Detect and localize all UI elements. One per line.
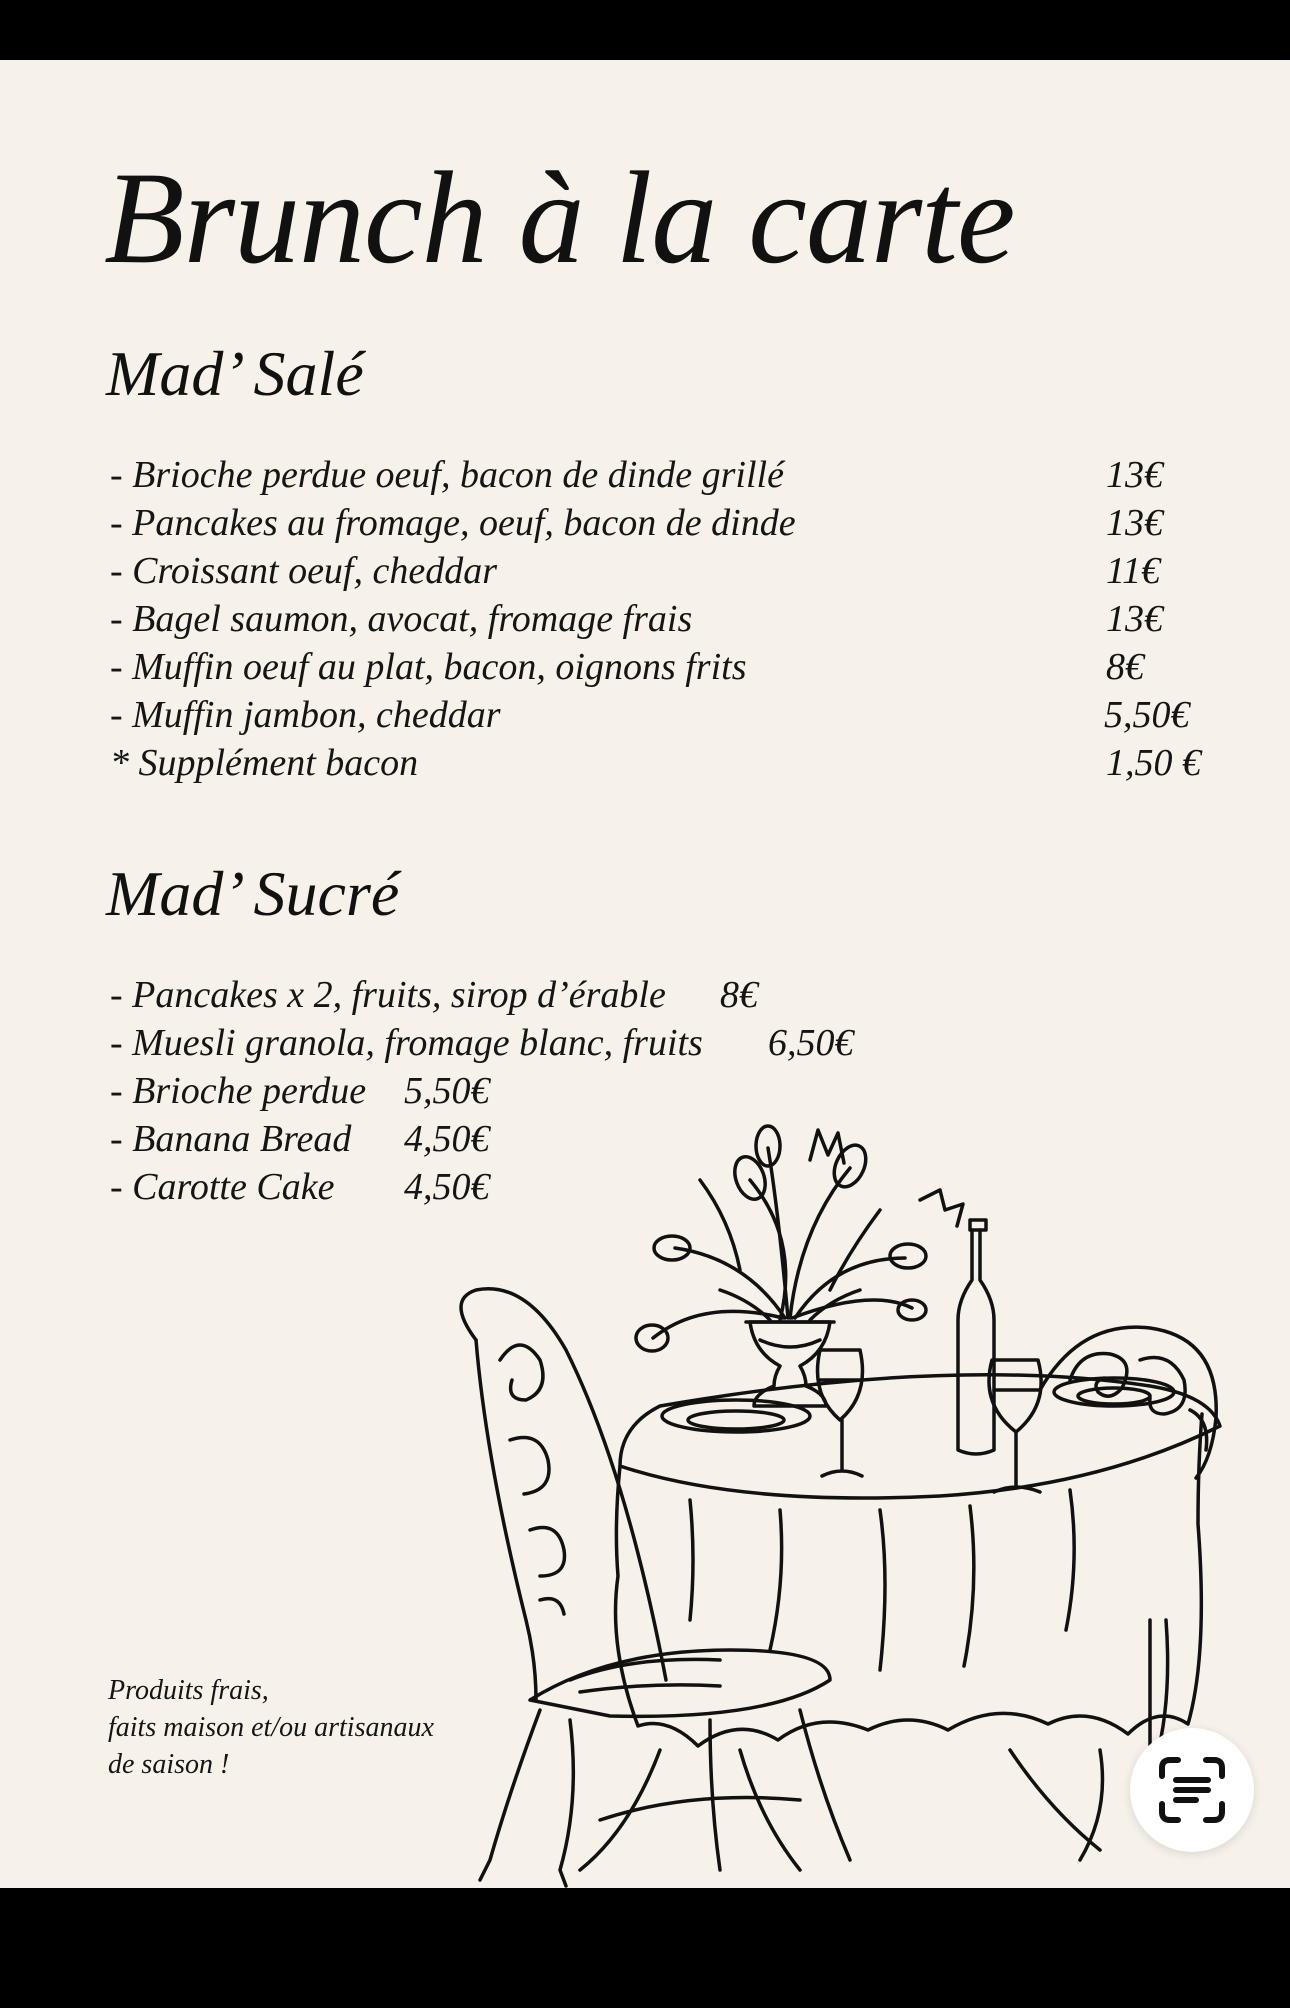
- menu-item: - Croissant oeuf, cheddar: [110, 550, 498, 592]
- menu-item: - Pancakes x 2, fruits, sirop d’érable: [110, 974, 666, 1016]
- live-text-button[interactable]: [1130, 1728, 1254, 1852]
- menu-image: [0, 60, 1290, 1888]
- wine-bottle-icon: [958, 1220, 994, 1454]
- top-letterbox: [0, 0, 1290, 60]
- bistro-chair: [461, 1289, 850, 1886]
- menu-item-price: 11€: [1106, 550, 1161, 592]
- menu-item-price: 13€: [1106, 454, 1163, 496]
- menu-item: - Pancakes au fromage, oeuf, bacon de dinde: [110, 502, 796, 544]
- menu-item-supplement: * Supplément bacon: [110, 742, 419, 784]
- section-title-sale: Mad’ Salé: [106, 338, 364, 409]
- menu-item-price: 5,50€: [404, 1070, 490, 1112]
- menu-title: Brunch à la carte: [104, 144, 1015, 291]
- cafe-table-illustration: [450, 1060, 1250, 1888]
- menu-item: - Muesli granola, fromage blanc, fruits: [110, 1022, 703, 1064]
- menu-item: - Brioche perdue: [110, 1070, 367, 1112]
- menu-item: - Bagel saumon, avocat, fromage frais: [110, 598, 693, 640]
- menu-item-price: 6,50€: [768, 1022, 854, 1064]
- menu-item-price: 13€: [1106, 502, 1163, 544]
- menu-item: - Brioche perdue oeuf, bacon de dinde grillé: [110, 454, 784, 496]
- menu-item: - Carotte Cake: [110, 1166, 335, 1208]
- menu-item-price: 4,50€: [404, 1118, 490, 1160]
- footnote: [108, 1672, 434, 1783]
- wine-glass-icon: [818, 1350, 1042, 1492]
- footnote-line: de saison !: [108, 1749, 230, 1780]
- menu-item-price: 13€: [1106, 598, 1163, 640]
- flower-bouquet-icon: [636, 1126, 963, 1351]
- menu-item: - Muffin jambon, cheddar: [110, 694, 501, 736]
- footnote-line: faits maison et/ou artisanaux: [108, 1712, 434, 1743]
- menu-item-price: 8€: [1106, 646, 1144, 688]
- menu-item-price: 8€: [720, 974, 758, 1016]
- text-scan-icon: [1154, 1752, 1230, 1828]
- section-title-sucre: Mad’ Sucré: [106, 858, 400, 929]
- round-table: [580, 1375, 1220, 1870]
- bottom-letterbox: [0, 1888, 1290, 2008]
- menu-item-price: 1,50 €: [1106, 742, 1201, 784]
- menu-item-price: 5,50€: [1104, 694, 1190, 736]
- footnote-line: Produits frais,: [108, 1675, 269, 1706]
- menu-item-price: 4,50€: [404, 1166, 490, 1208]
- menu-item: - Muffin oeuf au plat, bacon, oignons frits: [110, 646, 747, 688]
- menu-item: - Banana Bread: [110, 1118, 352, 1160]
